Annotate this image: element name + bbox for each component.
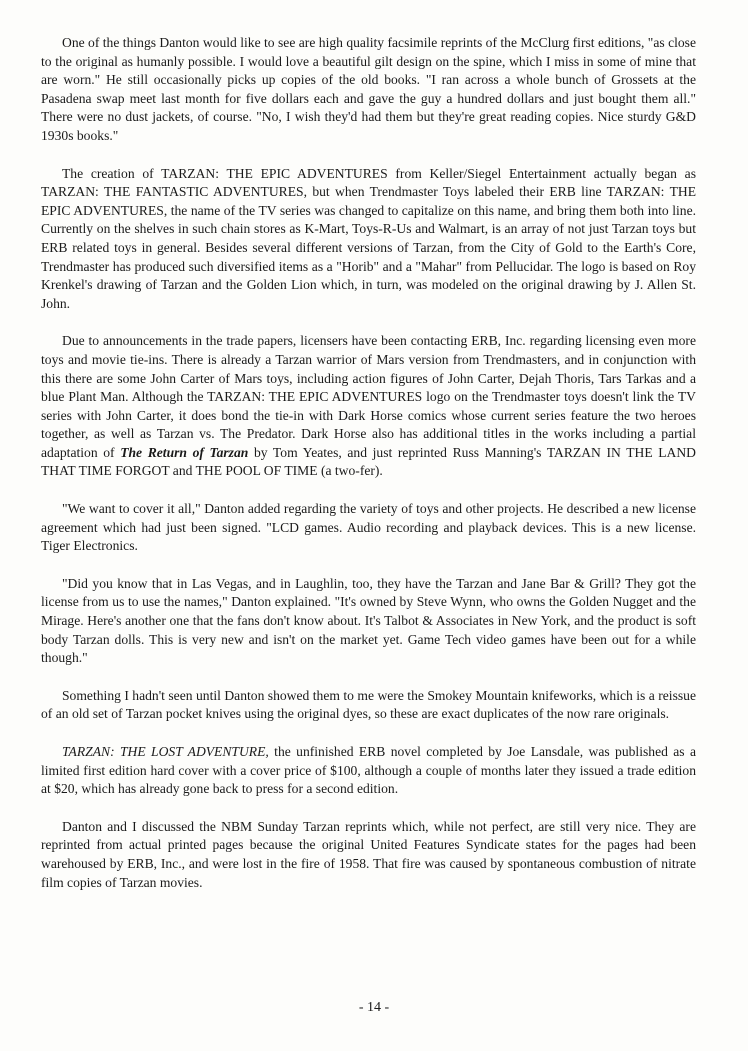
book-title-lost-adventure: TARZAN: THE LOST ADVENTURE, bbox=[62, 744, 269, 759]
book-title-return-of-tarzan: The Return of Tarzan bbox=[120, 444, 249, 460]
paragraph-facsimile-reprints: One of the things Danton would like to see are high quality facsimile reprints of the McClurg first editions, "as close to the original as humanly possible. I would love a beautiful gilt design on the spine, which I miss in some of mine that are worn." He still occasionally picks up copies of the old books. "I ran across a whole bunch of Grossets at the Pasadena swap meet last month for five dollars each and gave the guy a hundred dollars and just bought them all." There were no dust jackets, of course. "No, I wish they'd had them but they're great reading copies. Nice sturdy G&D 1930s books." bbox=[41, 35, 696, 143]
paragraph-knifeworks: Something I hadn't seen until Danton showed them to me were the Smokey Mountain knifeworks, which is a reissue of an old set of Tarzan pocket knives using the original dyes, so these are exact duplicates of the now rare originals. bbox=[41, 687, 696, 722]
paragraph-cover-it-all: "We want to cover it all," Danton added regarding the variety of toys and other projects. He described a new license agreement which had just been signed. "LCD games. Audio recording and playback devices. This is a new license. Tiger Electronics. bbox=[41, 501, 696, 554]
paragraph-lost-adventure-after: the unfinished ERB novel completed by Joe Lansdale, was published as a limited first edition hard cover with a cover price of $100, although a couple of months later they issued a trade edition at $20, which has already gone back to press for a second edition. bbox=[41, 744, 696, 797]
paragraph-epic-adventures: The creation of TARZAN: THE EPIC ADVENTURES from Keller/Siegel Entertainment actually began as TARZAN: THE FANTASTIC ADVENTURES, but when Trendmaster Toys labeled their ERB line TARZAN: THE EPIC ADVENTURES, the name of the TV series was changed to capitalize on this name, and bring them both into line. Currently on the shelves in such chain stores as K-Mart, Toys-R-Us and Walmart, is an array of not just Tarzan toys but ERB related toys in general. Besides several different versions of Tarzan, from the City of Gold to the Earth's Core, Trendmaster has produced such diversified items as a "Horib" and a "Mahar" from Pellucidar. The logo is based on Roy Krenkel's drawing of Tarzan and the Golden Lion which, in turn, was modeled on the original drawing by J. Allen St. John. bbox=[41, 165, 696, 311]
paragraph-licensing bbox=[41, 332, 696, 481]
paragraph-nbm-reprints: Danton and I discussed the NBM Sunday Tarzan reprints which, while not perfect, are still very nice. They are reprinted from actual printed pages because the original United Features Syndicate states for the pages had been warehoused by ERB, Inc., and were lost in the fire of 1958. That fire was caused by spontaneous combustion of nitrate film copies of Tarzan movies. bbox=[41, 818, 696, 890]
paragraph-licensing-after: by Tom Yeates, and just reprinted Russ Manning's TARZAN IN THE LAND THAT TIME FORGOT and THE POOL OF TIME (a two-fer). bbox=[41, 444, 696, 479]
paragraph-las-vegas: "Did you know that in Las Vegas, and in Laughlin, too, they have the Tarzan and Jane Bar & Grill? They got the license from us to use the names," Danton explained. "It's owned by Steve Wynn, who owns the Golden Nugget and the Mirage. Here's another one that the fans don't know about. It's Talbot & Associates in New York, and the product is soft body Tarzan dolls. This is very new and isn't on the market yet. Game Tech video games have been out for a while though." bbox=[41, 575, 696, 666]
paragraph-lost-adventure bbox=[41, 743, 696, 799]
page-number: - 14 - bbox=[358, 1000, 390, 1015]
paragraph-licensing-before: Due to announcements in the trade papers, licensers have been contacting ERB, Inc. regarding licensing even more toys and movie tie-ins. There is already a Tarzan warrior of Mars version from Trendmasters, and in conjunction with this there are some John Carter of Mars toys, including action figures of John Carter, Dejah Thoris, Tars Tarkas and a blue Plant Man. Although the TARZAN: THE EPIC ADVENTURES logo on the Trendmaster toys doesn't link the TV series with John Carter, it does bond the tie-in with Dark Horse comics whose current series feature the two heroes together, as well as Tarzan vs. The Predator. Dark Horse also has additional titles in the works including a partial adaptation of bbox=[41, 333, 696, 460]
